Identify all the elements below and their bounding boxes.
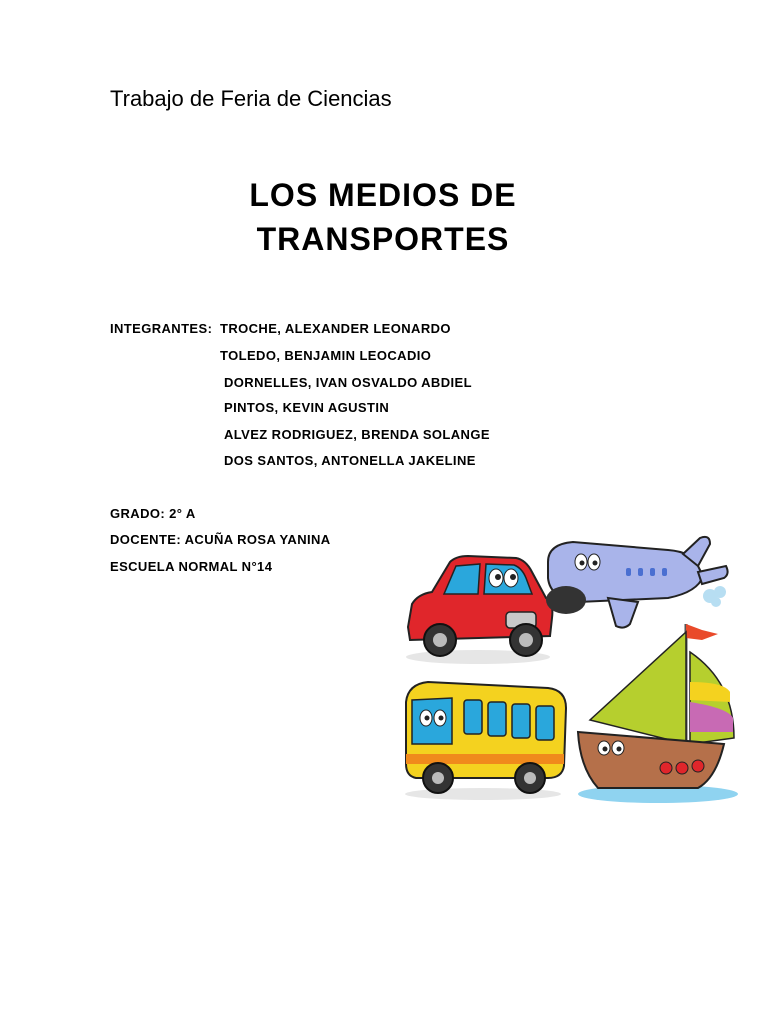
member-name: DORNELLES, IVAN OSVALDO ABDIEL: [224, 375, 472, 390]
member-name: TROCHE, ALEXANDER LEONARDO: [220, 321, 451, 336]
member-name: ALVEZ RODRIGUEZ, BRENDA SOLANGE: [224, 427, 490, 442]
grado-line: GRADO: 2° A: [110, 506, 196, 521]
member-name: TOLEDO, BENJAMIN LEOCADIO: [220, 348, 432, 363]
bus-icon: [405, 682, 566, 800]
document-subtitle: Trabajo de Feria de Ciencias: [110, 86, 392, 111]
integrantes-label: INTEGRANTES:: [110, 321, 213, 336]
title-line-2: TRANSPORTES: [256, 221, 510, 257]
transport-illustration: [398, 532, 738, 807]
member-name: DOS SANTOS, ANTONELLA JAKELINE: [224, 453, 476, 468]
docente-line: DOCENTE: ACUÑA ROSA YANINA: [110, 532, 331, 547]
car-icon: [406, 556, 552, 664]
airplane-icon: [546, 537, 728, 628]
title-line-1: LOS MEDIOS DE: [249, 177, 517, 213]
sailboat-icon: [578, 624, 738, 803]
escuela-line: ESCUELA NORMAL N°14: [110, 559, 273, 574]
member-name: PINTOS, KEVIN AGUSTIN: [224, 400, 390, 415]
